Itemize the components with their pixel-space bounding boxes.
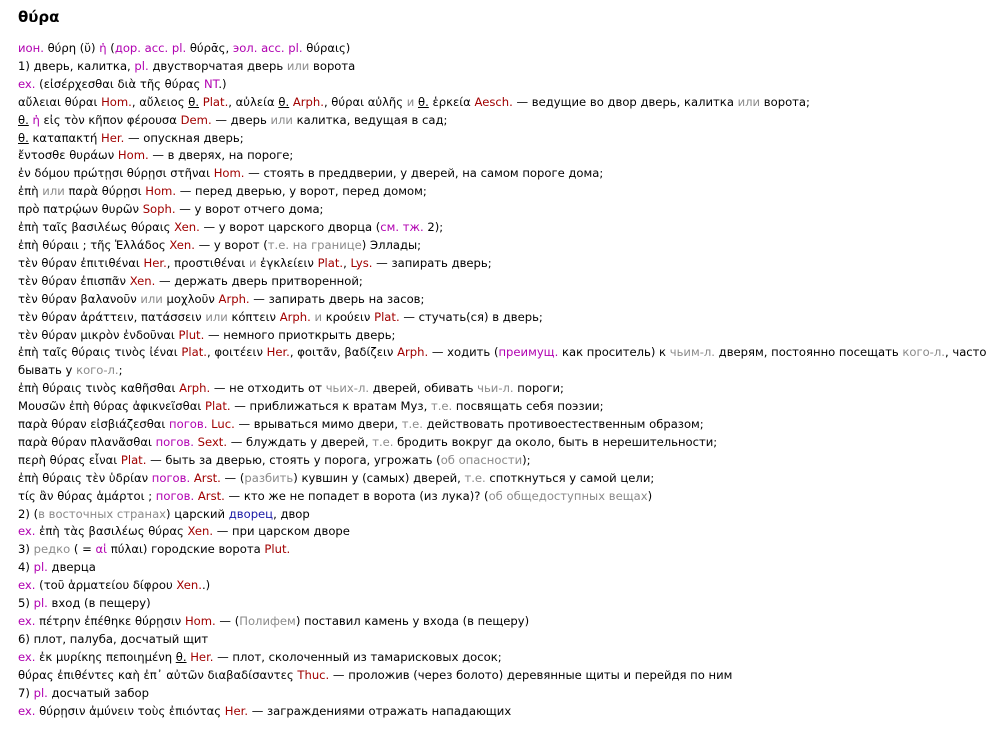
author-ref[interactable]: Thuc.	[297, 667, 330, 682]
grammar-label[interactable]: погов.	[169, 417, 208, 432]
comment-text: или	[286, 58, 310, 73]
text-segment: μοχλοῦν	[162, 291, 219, 306]
text-segment: )	[222, 76, 227, 91]
text-segment: 5)	[18, 596, 34, 611]
author-ref[interactable]: Soph.	[142, 202, 176, 217]
text-segment: 3)	[18, 542, 34, 557]
text-segment: бродить вокруг да около, быть в нерешительности;	[393, 434, 718, 449]
entry-line	[18, 523, 990, 541]
entry-line	[18, 219, 990, 237]
entry-line	[18, 577, 990, 595]
grammar-label[interactable]: погов.	[155, 488, 195, 503]
text-segment: двустворчатая дверь	[148, 58, 287, 73]
entry-line	[18, 273, 990, 291]
text-segment: — не отходить от	[210, 381, 326, 396]
headword-title: θύρα	[18, 8, 60, 26]
entry-line	[18, 112, 990, 130]
text-segment: — немного приоткрыть дверь;	[204, 327, 396, 342]
text-segment: — в дверях, на пороге;	[148, 148, 294, 163]
comment-text: кого-л.	[76, 363, 119, 378]
entry-line	[18, 291, 990, 309]
comment-text: или	[205, 309, 228, 324]
text-segment: κόπτειν	[227, 309, 280, 324]
grammar-label[interactable]: pl.	[33, 685, 48, 700]
text-segment: τίς ἂν θύρας ἁμάρτοι ;	[18, 488, 156, 503]
author-ref[interactable]: Arst.	[197, 488, 225, 503]
entry-line	[18, 327, 990, 345]
abbrev-underlined: θ.	[18, 112, 29, 127]
grammar-label[interactable]: ex.	[18, 578, 36, 593]
text-segment: 4)	[18, 560, 34, 575]
entry-line	[18, 703, 990, 721]
text-segment: — запирать дверь на засов;	[249, 291, 425, 306]
text-segment: ἐκ μυρίκης πεποιημένη	[35, 649, 176, 664]
entry-line	[18, 434, 990, 452]
comment-text: т.е.	[401, 417, 423, 432]
text-segment: ) кувшин у (самых) дверей,	[293, 470, 465, 485]
text-segment: — приближаться к вратам Муз,	[230, 399, 431, 414]
comment-text: чьих-л.	[325, 381, 370, 396]
entry-line	[18, 201, 990, 219]
grammar-label[interactable]: дор. acc. pl.	[114, 41, 187, 55]
text-segment: , προστιθέναι	[166, 255, 249, 270]
comment-text: или	[140, 291, 163, 306]
text-segment: ἐπὴ τὰς βασιλέως θύρας	[35, 524, 188, 539]
author-ref[interactable]: Arph.	[397, 345, 429, 360]
text-segment: дверей, обивать	[369, 381, 478, 396]
comment-text: об общедоступных вещах	[488, 488, 648, 503]
comment-text: т.е.	[372, 434, 394, 449]
text-segment: τὲν θύραν βαλανοῦν	[18, 291, 141, 306]
author-ref[interactable]: Arph.	[179, 381, 211, 396]
entry-line	[18, 506, 990, 524]
grammar-label[interactable]: αἱ	[95, 542, 108, 557]
text-segment: действовать противоестественным образом;	[422, 417, 704, 432]
text-segment: τὲν θύραν ἐπιτιθέναι	[18, 255, 144, 270]
author-ref[interactable]: Aesch.	[474, 94, 513, 109]
grammar-label[interactable]: ex.	[18, 614, 36, 628]
text-segment: — блуждать у дверей,	[227, 434, 373, 449]
text-segment: θύρῃσιν ἀμύνειν τοὺς ἐπιόντας	[35, 703, 225, 718]
author-ref[interactable]: Xen.	[169, 237, 195, 252]
text-segment: ἑρκεία	[428, 94, 475, 109]
text-segment: дверца	[47, 560, 96, 575]
text-segment: — ходить (	[428, 345, 499, 360]
author-ref[interactable]: Hom.	[145, 184, 177, 199]
entry-line	[18, 613, 990, 631]
author-ref[interactable]: Her.	[101, 130, 125, 145]
text-segment: — дверь	[211, 112, 271, 127]
text-segment: — стоять в преддверии, у дверей, на самом пороге дома;	[244, 166, 604, 181]
text-segment: споткнуться у самой цели;	[485, 470, 655, 485]
text-segment: πέτρην ἐπέθηκε θύρῃσιν	[35, 614, 185, 628]
text-segment: — у ворот отчего дома;	[175, 202, 324, 217]
text-segment: θύραις)	[302, 41, 351, 55]
grammar-label[interactable]: погов.	[155, 434, 194, 449]
text-segment: ἔντοσθε θυράων	[18, 148, 118, 163]
author-ref[interactable]: Plat.	[205, 399, 231, 414]
author-ref[interactable]: Xen.	[176, 578, 202, 593]
comment-text: и	[248, 255, 257, 270]
text-segment: — при царском дворе	[213, 524, 350, 539]
author-ref[interactable]: Arph.	[218, 291, 250, 306]
entry-line	[18, 344, 990, 380]
entry-line	[18, 559, 990, 577]
text-segment: ,	[343, 255, 351, 270]
entry-line	[18, 94, 990, 112]
text-segment: ἐπὴ θύραιι ; τῆς Ἑλλάδος	[18, 237, 170, 252]
text-segment: ἐπὴ ταῖς βασιλέως θύραις	[18, 220, 175, 235]
author-ref[interactable]: Her.	[266, 345, 290, 360]
grammar-label[interactable]: ex.	[18, 703, 36, 718]
text-segment: как проситель) к	[558, 345, 670, 360]
author-ref[interactable]: Plat.	[120, 452, 147, 467]
text-segment: — перед дверью, у ворот, перед домом;	[176, 184, 427, 199]
grammar-label[interactable]: преимущ.	[498, 345, 559, 360]
text-segment: παρὰ θύραν εἰσβιάζεσθαι	[18, 417, 170, 432]
entry-line	[18, 541, 990, 559]
text-segment: ) Эллады;	[361, 237, 422, 252]
comment-text: т.е.	[430, 399, 453, 414]
author-ref[interactable]: Dem.	[180, 112, 212, 127]
comment-text: разбить	[244, 470, 294, 485]
author-ref[interactable]: Her.	[190, 649, 214, 664]
text-segment: αὔλειαι θύραι	[18, 94, 102, 109]
text-segment: πρὸ πατρῴων θυρῶν	[18, 202, 143, 217]
entry-line	[18, 488, 990, 506]
text-segment: θύρας ἐπιθέντες καὴ ἐπ᾽ αὐτῶν διαβαδίσαντες	[18, 667, 298, 682]
entry-line	[18, 76, 990, 94]
text-segment: εἰς τὸν κῆπον φέρουσα	[39, 112, 181, 127]
text-segment: — у ворот царского дворца (	[199, 220, 381, 235]
link-text[interactable]: дворец	[228, 506, 274, 521]
author-ref[interactable]: Her.	[224, 703, 249, 718]
text-segment: досчатый забор	[47, 685, 149, 700]
author-ref[interactable]: Xen.	[174, 220, 200, 235]
grammar-label[interactable]: NT	[203, 76, 219, 91]
text-segment: Μουσῶν ἐπὴ θύρας ἀφικνεῖσθαι	[18, 399, 206, 414]
grammar-label[interactable]: ион.	[18, 41, 44, 55]
text-segment: , часто бывать у	[18, 345, 987, 378]
comment-text: т.е. на границе	[267, 237, 362, 252]
comment-text: и	[314, 309, 323, 324]
abbrev-underlined: θ.	[18, 130, 29, 145]
text-segment: (εἰσέρχεσθαι διὰ τῆς θύρας	[35, 76, 204, 91]
text-segment: 2) (	[18, 506, 39, 521]
author-ref[interactable]: Luc.	[211, 417, 235, 432]
author-ref[interactable]: Hom.	[101, 94, 132, 109]
text-segment: ἐγκλείειν	[256, 255, 318, 270]
text-segment: дверям, постоянно посещать	[715, 345, 903, 360]
text-segment: — у ворот (	[194, 237, 268, 252]
author-ref[interactable]: Her.	[143, 255, 167, 270]
author-ref[interactable]: Arph.	[292, 94, 324, 109]
text-segment: , αὔλειος	[131, 94, 189, 109]
comment-text: редко	[33, 542, 71, 557]
grammar-label[interactable]: эол. acc. pl.	[232, 41, 303, 55]
author-ref[interactable]: Plat.	[202, 94, 229, 109]
text-segment: )	[647, 488, 653, 503]
author-ref[interactable]: Plut.	[178, 327, 205, 342]
text-segment: ἐπὴ θύραις τὲν ὑδρίαν	[18, 470, 152, 485]
text-segment: παρὰ θύραν πλανᾶσθαι	[18, 434, 156, 449]
text-segment: — заграждениями отражать нападающих	[248, 703, 512, 718]
author-ref[interactable]: Plat.	[317, 255, 344, 270]
text-segment: — держать дверь притворенной;	[155, 273, 363, 288]
text-segment: 2);	[423, 220, 444, 235]
entry-line	[18, 237, 990, 255]
text-segment: ἐπὴ ταῖς θύραις τινὸς ἰέναι	[18, 345, 182, 360]
text-segment: , θύραι αὐλῆς	[323, 94, 407, 109]
text-segment: — врываться мимо двери,	[234, 417, 402, 432]
text-segment: καταπακτή	[28, 130, 102, 145]
text-segment: — ведущие во двор дверь, калитка	[512, 94, 738, 109]
entry-line	[18, 470, 990, 488]
comment-text: Полифем	[239, 614, 296, 628]
text-segment: — стучать(ся) в дверь;	[399, 309, 543, 324]
author-ref[interactable]: Hom.	[117, 148, 149, 163]
grammar-label[interactable]: pl.	[33, 596, 48, 611]
author-ref[interactable]: Plat.	[181, 345, 207, 360]
entry-line	[18, 130, 990, 148]
author-ref[interactable]: Arst.	[193, 470, 221, 485]
text-segment: (τοῦ ἁρματείου δίφρου	[35, 578, 177, 593]
entry-line	[18, 416, 990, 434]
text-segment: ворота;	[760, 94, 810, 109]
comment-text: об опасности	[440, 452, 523, 467]
entry-line	[18, 667, 990, 685]
grammar-label[interactable]: ἡ	[99, 41, 107, 55]
entry-line	[18, 147, 990, 165]
text-segment: , двор	[273, 506, 310, 521]
text-segment: παρὰ θύρῃσι	[64, 184, 146, 199]
entry-line	[18, 58, 990, 76]
entry-line	[18, 631, 990, 649]
comment-text: т.е.	[464, 470, 486, 485]
entry-line	[18, 649, 990, 667]
text-segment: ἐπὴ	[18, 184, 43, 199]
comment-text: или	[42, 184, 65, 199]
entry-line	[18, 309, 990, 327]
abbrev-underlined: θ.	[175, 649, 187, 664]
text-segment: ἐπὴ θύραις τινὸς καθῆσθαι	[18, 381, 180, 396]
comment-text: в восточных странах	[38, 506, 167, 521]
grammar-label[interactable]: ex.	[18, 649, 36, 664]
grammar-label[interactable]: ex.	[18, 76, 36, 91]
text-segment: 6) плот, палуба, досчатый щит	[18, 631, 209, 646]
text-segment: ) поставил камень у входа (в пещеру)	[295, 614, 530, 628]
comment-text: или	[737, 94, 761, 109]
abbrev-underlined: θ.	[418, 94, 429, 109]
entry-line	[18, 685, 990, 703]
comment-text: кого-л.	[902, 345, 945, 360]
text-segment: τὲν θύραν ἐπισπᾶν	[18, 273, 130, 288]
text-segment: ;	[118, 363, 123, 378]
author-ref[interactable]: Hom.	[184, 614, 216, 628]
comment-text: чьим-л.	[669, 345, 715, 360]
author-ref[interactable]: Plat.	[374, 309, 400, 324]
entry-line	[18, 165, 990, 183]
comment-text: и	[406, 94, 415, 109]
text-segment: — (	[215, 614, 240, 628]
grammar-label[interactable]: pl.	[134, 58, 149, 73]
text-segment: калитка, ведущая в сад;	[292, 112, 448, 127]
author-ref[interactable]: Xen.	[129, 273, 156, 288]
entry-line	[18, 380, 990, 398]
entry-line	[18, 183, 990, 201]
text-segment: пороги;	[513, 381, 564, 396]
grammar-label[interactable]: ex.	[18, 524, 36, 539]
author-ref[interactable]: Arph.	[279, 309, 311, 324]
text-segment: ) царский	[166, 506, 229, 521]
comment-text: чьи-л.	[477, 381, 514, 396]
entry-line	[18, 40, 990, 58]
text-segment: .)	[201, 578, 211, 593]
text-segment: — опускная дверь;	[124, 130, 244, 145]
grammar-label[interactable]: погов.	[151, 470, 191, 485]
text-segment: — проложив (через болото) деревянные щиты и перейдя по ним	[329, 667, 733, 682]
text-segment: ( =	[70, 542, 96, 557]
author-ref[interactable]: Hom.	[213, 166, 245, 181]
text-segment: τὲν θύραν ἀράττειν, πατάσσειν	[18, 309, 206, 324]
text-segment: πύλαι) городские ворота	[107, 542, 265, 557]
text-segment: , φοιτέειν	[206, 345, 267, 360]
entry-line	[18, 452, 990, 470]
entry-line	[18, 595, 990, 613]
entry-line	[18, 255, 990, 273]
text-segment: вход (в пещеру)	[47, 596, 151, 611]
author-ref[interactable]: Lys.	[350, 255, 373, 270]
text-segment: , φοιτᾶν, βαδίζειν	[289, 345, 398, 360]
text-segment: θύρη (ῠ)	[43, 41, 100, 55]
text-segment: 1) дверь, калитка,	[18, 58, 135, 73]
text-segment: — кто же не попадет в ворота (из лука)? (	[224, 488, 489, 503]
entry-line	[18, 398, 990, 416]
text-segment: — запирать дверь;	[372, 255, 492, 270]
comment-text: или	[270, 112, 293, 127]
text-segment: .	[218, 76, 223, 91]
author-ref[interactable]: Plut.	[264, 542, 291, 557]
abbrev-underlined: θ.	[278, 94, 290, 109]
author-ref[interactable]: Sext.	[197, 434, 228, 449]
grammar-label[interactable]: ἡ	[32, 112, 40, 127]
grammar-label[interactable]: см. тж.	[380, 220, 424, 235]
text-segment: κρούειν	[322, 309, 375, 324]
text-segment: , αὐλεία	[228, 94, 279, 109]
grammar-label[interactable]: pl.	[33, 560, 48, 575]
entry-body	[18, 40, 990, 720]
author-ref[interactable]: Xen.	[187, 524, 214, 539]
text-segment: — (	[220, 470, 245, 485]
text-segment: (	[106, 41, 115, 55]
text-segment: — плот, сколоченный из тамарисковых досок;	[213, 649, 502, 664]
abbrev-underlined: θ.	[188, 94, 200, 109]
text-segment: θύρᾱς,	[186, 41, 233, 55]
text-segment: посвящать себя поэзии;	[452, 399, 604, 414]
text-segment: — быть за дверью, стоять у порога, угрожать (	[146, 452, 441, 467]
text-segment: ἐν δόμου πρώτῃσι θύρῃσι στῆναι	[18, 166, 214, 181]
text-segment: 7)	[18, 685, 34, 700]
text-segment: περὴ θύρας εἶναι	[18, 452, 121, 467]
text-segment: ворота	[309, 58, 356, 73]
text-segment: );	[522, 452, 531, 467]
text-segment: τὲν θύραν μικρὸν ἐνδοῦναι	[18, 327, 179, 342]
